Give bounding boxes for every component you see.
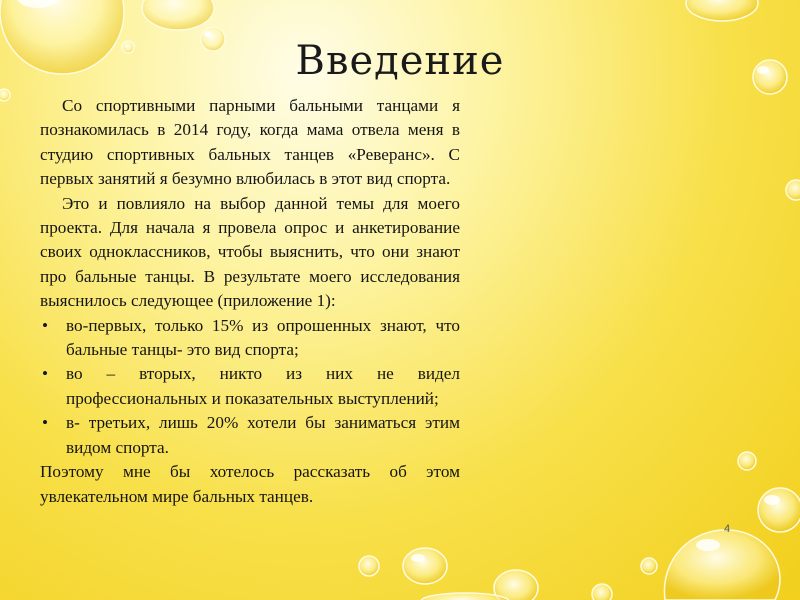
drop-highlight [204, 31, 212, 37]
slide-title: Введение [295, 38, 505, 84]
drop [0, 89, 10, 101]
list-item [40, 314, 460, 363]
drop [142, 0, 214, 30]
drop [758, 488, 800, 532]
drop [641, 558, 657, 574]
list-item [40, 362, 460, 411]
list-item [40, 411, 460, 460]
drop [359, 556, 379, 576]
drop-highlight [696, 539, 720, 551]
paragraph-conclusion: Поэтому мне бы хотелось рассказать об этом увлекательном мире бальных танцев. [40, 462, 460, 506]
bullet-icon: • [42, 413, 49, 433]
drop [686, 0, 758, 21]
drop [403, 548, 447, 584]
slide-body [40, 94, 460, 509]
list-item-text: во-первых, только 15% из опрошенных знают, что бальные танцы- это вид спорта; [66, 315, 460, 360]
paragraph-topic: Это и повлияло на выбор данной темы для моего проекта. Для начала я провела опрос и анкетирование своих одноклассников, чтобы выяснить, что они знают про бальные танцы. В результате моего исследования выяснилось следующее (приложение 1): [40, 193, 460, 311]
survey-results-list [40, 314, 460, 460]
drop [592, 584, 612, 600]
list-item-text: во – вторых, никто из них не видел профессиональных и показательных выступлений; [66, 364, 460, 408]
page-number: 4 [724, 523, 731, 535]
bullet-icon: • [42, 315, 49, 335]
paragraph-intro: Со спортивными парными бальными танцами я познакомилась в 2014 году, когда мама отвела меня в студию спортивных бальных танцев «Реверанс». С первых занятий я безумно влюбилась в этот вид спорта. [40, 96, 460, 189]
bullet-icon: • [42, 364, 49, 384]
drop [738, 452, 756, 470]
drop [786, 180, 800, 200]
drop-highlight [764, 495, 780, 505]
list-item-text: в- третьих, лишь 20% хотели бы заниматься этим видом спорта. [66, 413, 460, 457]
drop [494, 570, 538, 600]
drop [664, 530, 780, 600]
drop-highlight [411, 554, 425, 562]
